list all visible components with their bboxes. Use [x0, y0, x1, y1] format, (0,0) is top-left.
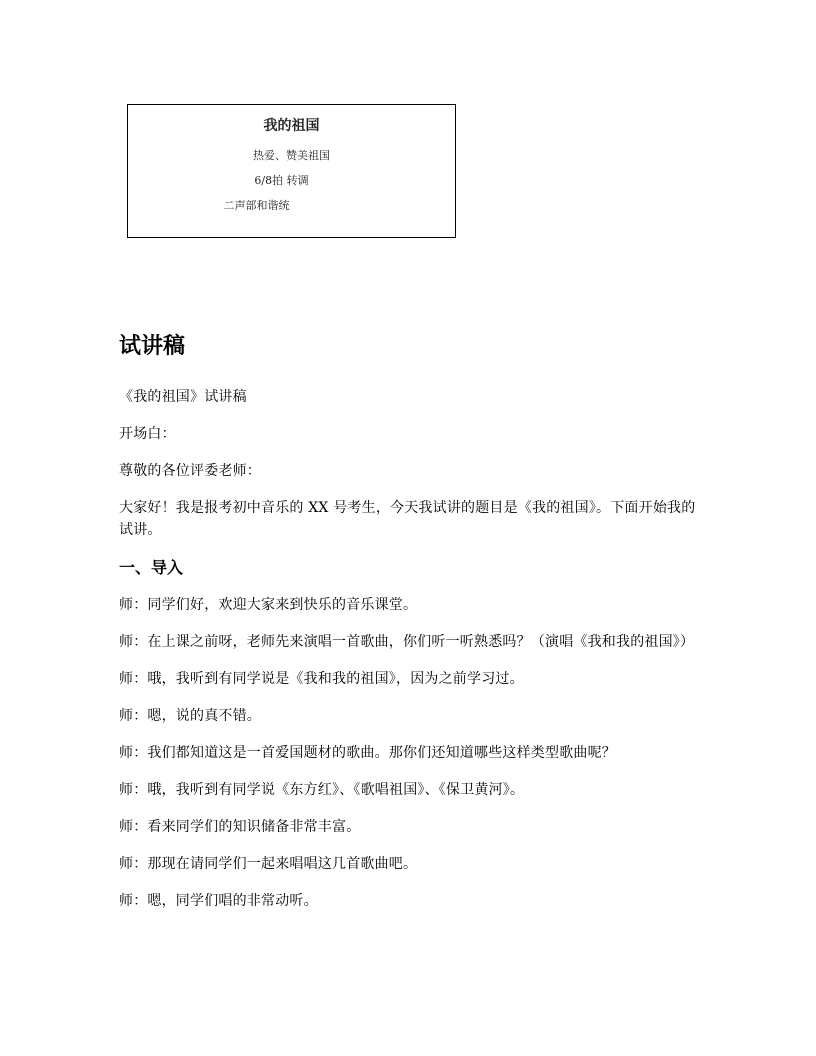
lesson-summary-image	[127, 104, 456, 238]
dialogue-line: 师：我们都知道这是一首爱国题材的歌曲。那你们还知道哪些这样类型歌曲呢？	[119, 745, 616, 761]
summary-meter: 6/8拍 转调	[254, 174, 309, 187]
dialogue-line: 师：哦，我听到有同学说是《我和我的祖国》，因为之前学习过。	[119, 671, 524, 687]
intro-paragraph: 大家好！我是报考初中音乐的 XX 号考生，今天我试讲的题目是《我的祖国》。下面开始我的试讲。	[119, 500, 696, 538]
document-body	[119, 330, 699, 927]
greeting: 尊敬的各位评委老师：	[119, 463, 261, 479]
dialogue-line: 师：同学们好，欢迎大家来到快乐的音乐课堂。	[119, 597, 418, 613]
summary-harmony: 二声部和谐统	[223, 199, 290, 212]
dialogue-line: 师：哦，我听到有同学说《东方红》、《歌唱祖国》、《保卫黄河》。	[119, 782, 525, 798]
document-subtitle: 《我的祖国》试讲稿	[119, 389, 247, 405]
section-heading-intro: 一、导入	[119, 558, 184, 577]
document-title: 试讲稿	[119, 334, 186, 359]
summary-theme: 热爱、赞美祖国	[253, 149, 330, 162]
dialogue-line: 师：看来同学们的知识储备非常丰富。	[119, 819, 361, 835]
dialogue-line: 师：嗯，同学们唱的非常动听。	[119, 893, 318, 909]
opening-label: 开场白：	[119, 426, 176, 442]
summary-title: 我的祖国	[263, 118, 320, 134]
dialogue-line: 师：那现在请同学们一起来唱唱这几首歌曲吧。	[119, 856, 418, 872]
dialogue-line: 师：在上课之前呀，老师先来演唱一首歌曲，你们听一听熟悉吗？（演唱《我和我的祖国》）	[119, 634, 695, 650]
dialogue-line: 师：嗯，说的真不错。	[119, 708, 261, 724]
